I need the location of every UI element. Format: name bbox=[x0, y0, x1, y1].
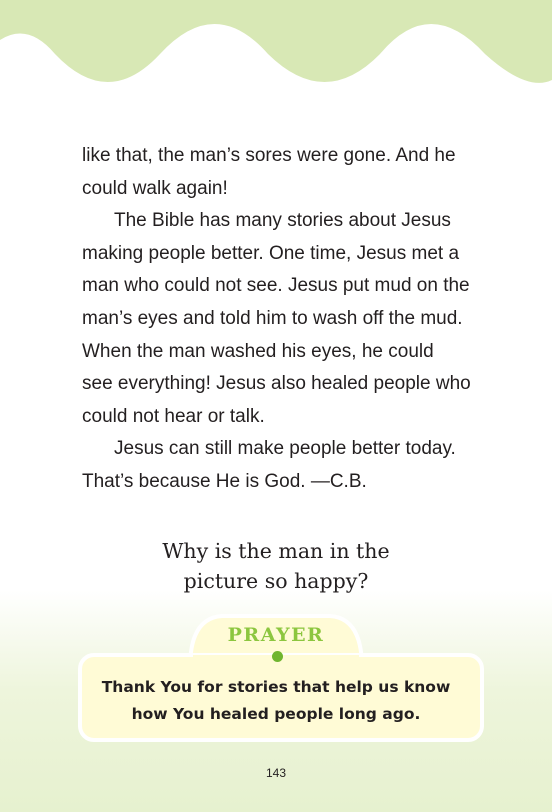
question-line: Why is the man in the bbox=[162, 539, 390, 563]
question-line: picture so happy? bbox=[183, 569, 369, 593]
body-line: That’s because He is God. —C.B. bbox=[82, 470, 367, 492]
body-line: could not hear or talk. bbox=[82, 405, 265, 427]
body-line: could walk again! bbox=[82, 177, 228, 199]
prayer-text bbox=[86, 674, 466, 728]
prayer-line: Thank You for stories that help us know bbox=[101, 678, 451, 696]
body-line: making people better. One time, Jesus met a bbox=[82, 242, 460, 264]
body-line: see everything! Jesus also healed people who bbox=[82, 373, 471, 395]
prayer-line: how You healed people long ago. bbox=[131, 705, 421, 723]
body-line: man’s eyes and told him to wash off the mud. bbox=[82, 307, 463, 329]
body-line: The Bible has many stories about Jesus bbox=[114, 210, 451, 232]
body-line: man who could not see. Jesus put mud on the bbox=[82, 275, 470, 297]
body-line: Jesus can still make people better today. bbox=[114, 438, 456, 460]
body-line: like that, the man’s sores were gone. And he bbox=[82, 145, 456, 166]
body-line: When the man washed his eyes, he could bbox=[82, 340, 434, 362]
page-number: 143 bbox=[265, 766, 287, 780]
dot-icon bbox=[272, 651, 283, 662]
prayer-heading: PRAYER bbox=[227, 624, 325, 646]
